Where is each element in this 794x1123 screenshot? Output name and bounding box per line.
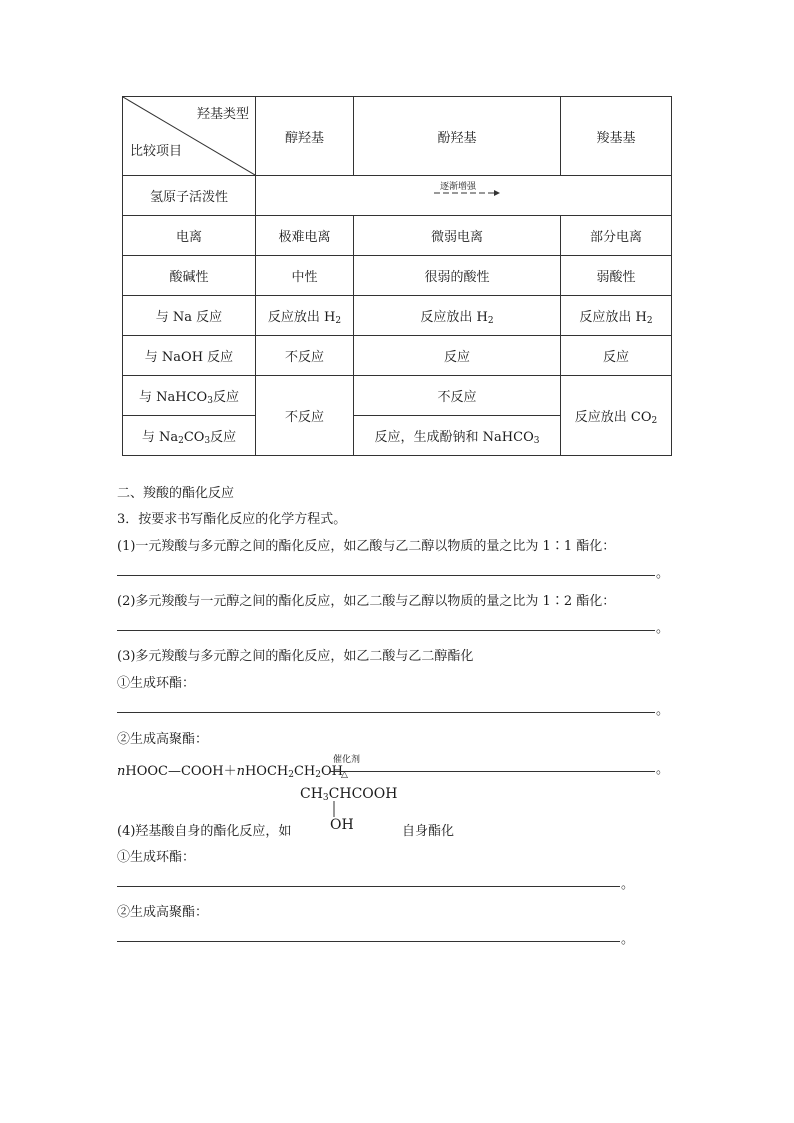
row-acidity: 酸碱性 [123,256,256,296]
acid-phenol: 很弱的酸性 [354,256,561,296]
col-carboxyl: 羧基基 [561,97,672,176]
acid-alcohol: 中性 [256,256,354,296]
lactic-acid-top: $CH_3CHCOOH$ [300,786,398,803]
increasing-label: 逐渐增强 [440,182,477,192]
salt-alcohol: 不反应 [256,376,354,456]
polyester-equation: $nHOOC—COOH+nHOCH_2CH_2OH$ [117,764,343,780]
ion-phenol: 微弱电离 [354,216,561,256]
nahco3-phenol: 不反应 [354,376,561,416]
period-5: 。 [621,877,635,892]
row-naoh: 与 NaOH 反应 [123,336,256,376]
period-3: 。 [656,703,670,718]
ion-carboxyl: 部分电离 [561,216,672,256]
part-1-text: (1)一元羧酸与多元醇之间的酯化反应，如乙酸与乙二醇以物质的量之比为 1∶1 酯化： [117,539,616,554]
ion-alcohol: 极难电离 [256,216,354,256]
comparison-table [122,96,672,456]
polyester-label-2: ②生成高聚酯： [117,905,209,920]
na-phenol: 反应放出 $H_2$ [354,296,561,336]
period-4: 。 [656,762,670,777]
answer-line-5 [117,886,620,887]
row-nahco3: 与 NaHCO$_3$反应 [123,376,256,416]
heat-label: △ [341,770,348,780]
catalyst-label: 催化剂 [333,755,361,765]
answer-line-4 [330,771,655,772]
col-phenol: 酚羟基 [354,97,561,176]
period-1: 。 [656,566,670,581]
section-heading: 二、羧酸的酯化反应 [117,486,235,501]
answer-line-6 [117,941,620,942]
naoh-phenol: 反应 [354,336,561,376]
ring-ester-label: ①生成环酯： [117,676,196,691]
acid-carboxyl: 弱酸性 [561,256,672,296]
ring-ester-label-2: ①生成环酯： [117,850,196,865]
header-compare-item: 比较项目 [130,144,183,159]
answer-line-1 [117,575,655,576]
col-alcohol: 醇羟基 [256,97,354,176]
part-3-text: (3)多元羧酸与多元醇之间的酯化反应，如乙二酸与乙二醇酯化 [117,649,474,664]
row-h-activity: 氢原子活泼性 [123,176,256,216]
header-hydroxyl-type: 羟基类型 [196,107,249,122]
part-2-text: (2)多元羧酸与一元醇之间的酯化反应，如乙二酸与乙醇以物质的量之比为 1∶2 酯化： [117,594,616,609]
row-na2co3: 与 $Na_2CO_3$反应 [123,416,256,456]
answer-line-2 [117,630,655,631]
row-ionization: 电离 [123,216,256,256]
answer-line-3 [117,712,655,713]
na2co3-phenol: 反应，生成酚钠和 NaHCO$_3$ [354,416,561,456]
lactic-bond [332,801,336,817]
salt-carboxyl: 反应放出 $CO_2$ [561,376,672,456]
na-alcohol: 反应放出 $H_2$ [256,296,354,336]
naoh-alcohol: 不反应 [256,336,354,376]
polyester-label: ②生成高聚酯： [117,732,209,747]
period-6: 。 [621,932,635,947]
naoh-carboxyl: 反应 [561,336,672,376]
part-4-text: (4)羟基酸自身的酯化反应，如 [117,824,292,839]
part-4-tail: 自身酯化 [402,824,455,839]
arrow-right-icon [434,188,500,198]
na-carboxyl: 反应放出 $H_2$ [561,296,672,336]
h-activity-cell [256,176,672,216]
row-na: 与 Na 反应 [123,296,256,336]
lactic-acid-oh: OH [330,817,354,833]
period-2: 。 [656,621,670,636]
diagonal-header-cell [123,97,256,176]
question-3: 3．按要求书写酯化反应的化学方程式。 [117,512,347,527]
